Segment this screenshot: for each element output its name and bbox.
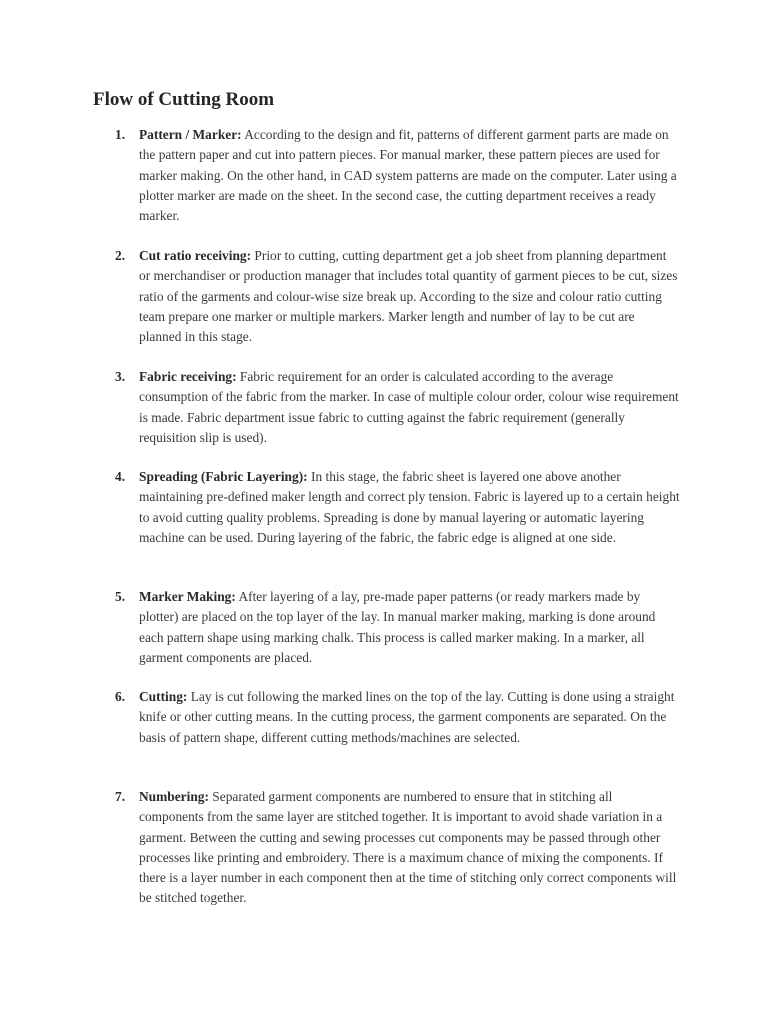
step-text: In this stage, the fabric sheet is layered one above another maintaining pre-defined maker length and correct ply tension. Fabric is layered up to a certain height to avoid cutting quality problems. Spreading is done by manual layering or automatic layering machine can be used. During layering of the fabric, the fabric edge is aligned at one side. bbox=[139, 469, 680, 545]
step-number: 7. bbox=[115, 789, 126, 804]
step-cutting bbox=[115, 687, 680, 748]
step-number: 6. bbox=[115, 689, 126, 704]
step-heading: Pattern / Marker: bbox=[139, 127, 242, 142]
step-body bbox=[139, 787, 680, 909]
step-text: Lay is cut following the marked lines on the top of the lay. Cutting is done using a straight knife or other cutting means. In the cutting process, the garment components are separated. On the basis of pattern shape, different cutting methods/machines are selected. bbox=[139, 689, 675, 745]
step-fabric-receiving bbox=[115, 367, 680, 448]
page-title: Flow of Cutting Room bbox=[93, 89, 275, 110]
step-number: 3. bbox=[115, 369, 126, 384]
step-text: Prior to cutting, cutting department get a job sheet from planning department or merchandiser or production manager that includes total quantity of garment pieces to be cut, sizes ratio of the garments and colour-wise size break up. According to the size and colour ratio cutting team prepare one marker or multiple markers. Marker length and number of lay to be cut are planned in this stage. bbox=[139, 248, 678, 345]
step-text: Fabric requirement for an order is calculated according to the average consumption of the fabric from the marker. In case of multiple colour order, colour wise requirement is made. Fabric department issue fabric to cutting against the fabric requirement (generally requisition slip is used). bbox=[139, 369, 679, 445]
step-heading: Fabric receiving: bbox=[139, 369, 237, 384]
step-body bbox=[139, 467, 680, 548]
step-text: Separated garment components are numbered to ensure that in stitching all components from the same layer are stitched together. It is important to avoid shade variation in a garment. Between the cutting and sewing processes cut components may be passed through other processes like printing and embroidery. There is a maximum chance of mixing the components. If there is a layer number in each component then at the time of stitching only correct components will be stitched together. bbox=[139, 789, 677, 906]
step-heading: Cutting: bbox=[139, 689, 188, 704]
step-body bbox=[139, 587, 680, 668]
step-body bbox=[139, 246, 680, 347]
step-spreading bbox=[115, 467, 680, 548]
step-number: 4. bbox=[115, 469, 126, 484]
step-body bbox=[139, 125, 680, 226]
step-heading: Marker Making: bbox=[139, 589, 236, 604]
step-number: 1. bbox=[115, 127, 126, 142]
step-text: After layering of a lay, pre-made paper patterns (or ready markers made by plotter) are placed on the top layer of the lay. In manual marker making, marking is done around each pattern shape using marking chalk. This process is called marker making. In a marker, all garment components are placed. bbox=[139, 589, 656, 665]
step-heading: Spreading (Fabric Layering): bbox=[139, 469, 308, 484]
step-number: 5. bbox=[115, 589, 126, 604]
step-cut-ratio-receiving bbox=[115, 246, 680, 347]
step-number: 2. bbox=[115, 248, 126, 263]
step-body bbox=[139, 367, 680, 448]
step-marker-making bbox=[115, 587, 680, 668]
step-heading: Cut ratio receiving: bbox=[139, 248, 252, 263]
step-text: According to the design and fit, patterns of different garment parts are made on the pattern paper and cut into pattern pieces. For manual marker, these pattern pieces are used for marker making. On the other hand, in CAD system patterns are made on the computer. Later using a plotter marker are made on the sheet. In the second case, the cutting department receives a ready marker. bbox=[139, 127, 677, 224]
step-body bbox=[139, 687, 680, 748]
step-heading: Numbering: bbox=[139, 789, 209, 804]
step-pattern-marker bbox=[115, 125, 680, 226]
step-numbering bbox=[115, 787, 680, 909]
